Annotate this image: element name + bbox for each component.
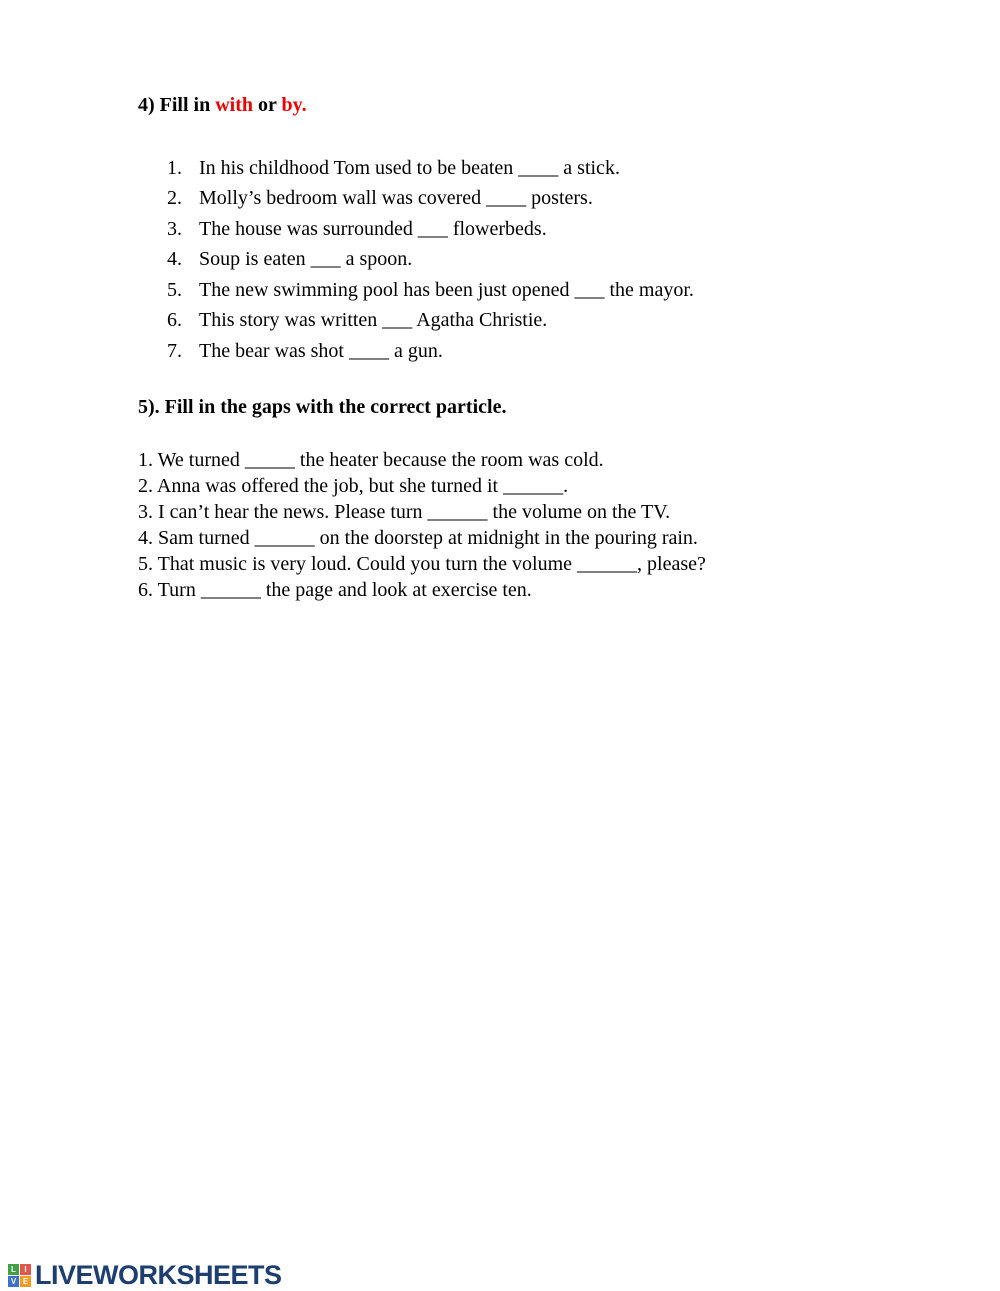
sentence-line: 4. Sam turned ______ on the doorstep at midnight in the pouring rain. (138, 527, 698, 549)
sentence-line: 6. Turn ______ the page and look at exercise ten. (138, 579, 532, 601)
logo-tile-i: I (20, 1264, 31, 1275)
section4-heading-or: or (253, 94, 282, 116)
list-item-text: This story was written ___ Agatha Christie. (199, 309, 548, 332)
list-item (167, 275, 694, 306)
sentence-line: 5. That music is very loud. Could you turn the volume ______, please? (138, 553, 706, 575)
list-item-text: Molly’s bedroom wall was covered ____ posters. (199, 187, 593, 210)
section4-heading-by: by. (281, 94, 307, 116)
logo-tile-l: L (8, 1264, 19, 1275)
list-item-number: 6. (167, 309, 182, 332)
logo-tile-v: V (8, 1276, 19, 1287)
section4-heading-with: with (215, 94, 254, 116)
list-item (167, 153, 694, 184)
list-item (167, 214, 694, 245)
liveworksheets-wordmark: LIVEWORKSHEETS (35, 1260, 282, 1290)
section4-list (167, 153, 694, 367)
section4-heading (138, 94, 307, 117)
section5-heading: 5). Fill in the gaps with the correct particle. (138, 396, 507, 418)
list-item-text: Soup is eaten ___ a spoon. (199, 248, 413, 271)
list-item-number: 1. (167, 156, 182, 179)
sentence-line: 1. We turned _____ the heater because the room was cold. (138, 449, 604, 471)
list-item-number: 4. (167, 248, 182, 271)
section5-lines (138, 447, 706, 603)
list-item-text: The bear was shot ____ a gun. (199, 339, 443, 362)
list-item (167, 336, 694, 367)
list-item-text: In his childhood Tom used to be beaten ____ a stick. (199, 156, 620, 179)
list-item (167, 245, 694, 276)
list-item-number: 3. (167, 217, 182, 240)
logo-tile-e: E (20, 1276, 31, 1287)
list-item-number: 5. (167, 278, 182, 301)
sentence-line: 3. I can’t hear the news. Please turn ______ the volume on the TV. (138, 501, 671, 523)
list-item (167, 306, 694, 337)
list-item-text: The house was surrounded ___ flowerbeds. (199, 217, 547, 240)
liveworksheets-logo (8, 1260, 282, 1291)
section4-heading-prefix: 4) Fill in (138, 94, 216, 116)
list-item-text: The new swimming pool has been just opened ___ the mayor. (199, 278, 694, 301)
list-item-number: 2. (167, 187, 182, 210)
liveworksheets-grid-icon (8, 1264, 31, 1287)
list-item-number: 7. (167, 339, 182, 362)
sentence-line: 2. Anna was offered the job, but she turned it ______. (138, 475, 569, 497)
list-item (167, 184, 694, 215)
